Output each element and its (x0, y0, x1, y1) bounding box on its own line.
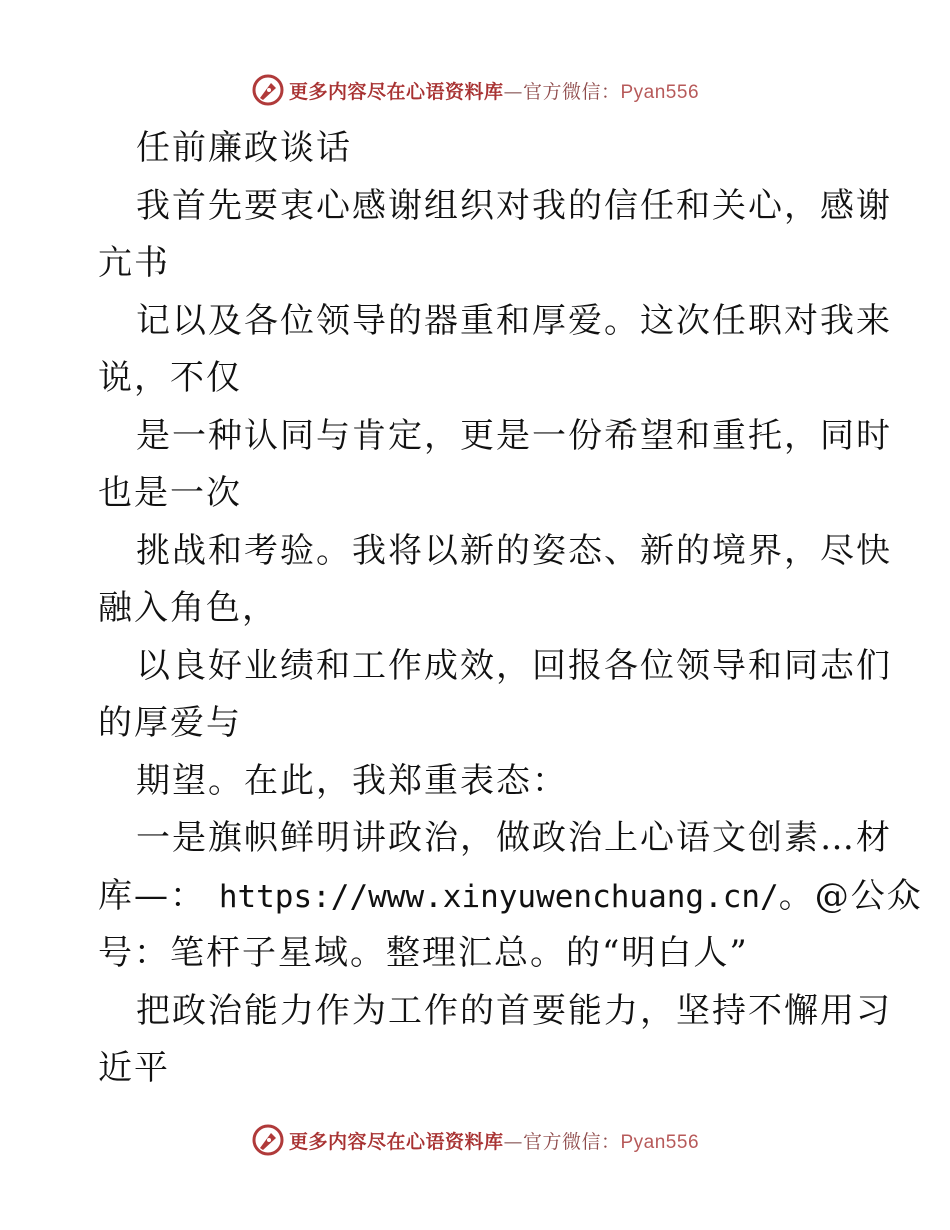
watermark-text (289, 77, 699, 104)
paragraph-line: 融入角色， (98, 588, 278, 628)
paragraph-line: 一是旗帜鲜明讲政治，做政治上心语文创素…材 (136, 818, 892, 858)
paragraph-line: 说，不仅 (98, 358, 242, 398)
page-title: 任前廉政谈话 (136, 128, 352, 168)
paragraph-line: 挑战和考验。我将以新的姿态、新的境界，尽快 (136, 530, 892, 571)
watermark-separator: — (503, 1130, 523, 1153)
paragraph-line-with-url (98, 868, 923, 926)
paragraph-line: 也是一次 (98, 473, 242, 513)
watermark-wechat-label: 官方微信： (522, 80, 621, 103)
paragraph-line: 以良好业绩和工作成效，回报各位领导和同志们 (136, 645, 892, 686)
paragraph-line: 期望。在此，我郑重表态： (136, 760, 568, 801)
paragraph-line: 是一种认同与肯定，更是一份希望和重托，同时 (136, 415, 892, 456)
paragraph-line: 我首先要衷心感谢组织对我的信任和关心，感谢 (136, 185, 892, 226)
watermark-separator: — (503, 80, 523, 103)
header-watermark (0, 70, 950, 110)
line-suffix: 。@公众 (778, 875, 923, 916)
watermark-wechat-id: Pyan556 (620, 81, 700, 103)
paragraph-line: 近平 (98, 1048, 170, 1088)
pen-nib-logo-icon (251, 1123, 285, 1157)
paragraph-line: 的厚爱与 (98, 703, 242, 743)
document-body (98, 120, 923, 1098)
paragraph-line: 记以及各位领导的器重和厚爱。这次任职对我来 (136, 300, 892, 341)
watermark-main: 更多内容尽在心语资料库 (288, 80, 504, 103)
line-prefix: 库—： (98, 875, 206, 916)
paragraph-line: 号：笔杆子星域。整理汇总。的“明白人” (98, 933, 749, 973)
watermark-wechat-id: Pyan556 (620, 1131, 700, 1153)
website-url: https://www.xinyuwenchuang.cn/ (218, 878, 779, 915)
watermark-text (289, 1127, 699, 1154)
watermark-main: 更多内容尽在心语资料库 (288, 1130, 504, 1153)
watermark-wechat-label: 官方微信： (522, 1130, 621, 1153)
paragraph-line: 亢书 (98, 243, 170, 283)
paragraph-line: 把政治能力作为工作的首要能力，坚持不懈用习 (136, 990, 892, 1031)
pen-nib-logo-icon (251, 73, 285, 107)
footer-watermark (0, 1120, 950, 1160)
